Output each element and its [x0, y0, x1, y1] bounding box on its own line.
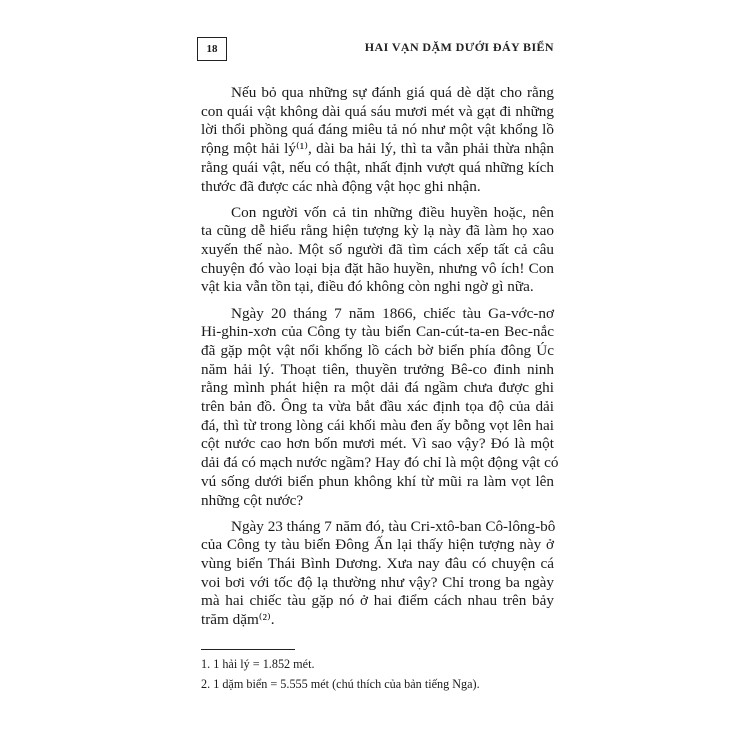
text-line: rộng một hải lý⁽¹⁾, dài ba hải lý, thì ta vẫn phải thừa nhận	[201, 140, 554, 158]
paragraph	[201, 84, 554, 196]
text-line: của Công ty tàu biển Đông Ấn lại thấy hiện tượng này ở	[201, 536, 554, 554]
text-line: rằng mình phát hiện ra một dải đá ngầm chưa được ghi	[201, 379, 554, 397]
footnote-divider	[201, 649, 295, 650]
text-line: đá, thì từ trong lòng cái khối màu đen ấy bỗng vọt lên hai	[201, 416, 554, 434]
footnote-2: 2. 1 dặm biển = 5.555 mét (chú thích của bản tiếng Nga).	[201, 677, 480, 691]
text-line: Hi-ghin-xơn của Công ty tàu biển Can-cút-ta-en Bec-nắc	[201, 323, 554, 341]
text-line: đã gặp một vật nổi khổng lồ cách bờ biển phía đông Úc	[201, 341, 554, 359]
text-line: chuyện đó vào loại bịa đặt hão huyền, nhưng vô ích! Con	[201, 259, 554, 277]
text-line: mà hai chiếc tàu gặp nó ở hai điểm cách nhau trên bảy	[201, 592, 554, 610]
text-line: xuyến thế nào. Một số người đã tìm cách xếp tất cả câu	[201, 241, 554, 259]
text-line: rằng quái vật, nếu có thật, nhất định vượt quá những kích	[201, 158, 554, 176]
paragraph	[201, 304, 559, 511]
paragraph	[201, 518, 554, 630]
text-line: trên bản đồ. Ông ta vừa bắt đầu xác định tọa độ của dải	[201, 398, 554, 416]
text-line: Con người vốn cả tin những điều huyền hoặc, nên	[231, 203, 554, 221]
text-line: vùng biển Thái Bình Dương. Xưa nay đâu có chuyện cá	[201, 555, 554, 573]
text-line: lời thổi phồng quá đáng miêu tả nó như một vật khổng lồ	[201, 121, 554, 139]
text-line: những cột nước?	[201, 491, 304, 509]
body-text	[201, 84, 559, 637]
text-line: voi bơi với tốc độ lạ thường như vậy? Chỉ trong ba ngày	[201, 573, 554, 591]
text-line: vú sống dưới biển phun không khí từ mũi ra làm vọt lên	[201, 472, 554, 490]
text-line: năm hải lý. Thoạt tiên, thuyền trưởng Bê-co đinh ninh	[201, 360, 554, 378]
text-line: trăm dặm⁽²⁾.	[201, 611, 275, 629]
text-line: con quái vật không dài quá sáu mươi mét và gạt đi những	[201, 102, 554, 120]
text-line: ta cũng dễ hiểu rằng hiện tượng kỳ lạ này đã làm họ xao	[201, 222, 554, 240]
text-line: thước đã được các nhà động vật học ghi nhận.	[201, 177, 481, 195]
footnote-1: 1. 1 hải lý = 1.852 mét.	[201, 657, 315, 671]
text-line: vật kia vẫn tồn tại, điều đó không còn nghi ngờ gì nữa.	[201, 278, 534, 296]
text-line: dải đá có mạch nước ngầm? Hay đó chỉ là một động vật có	[201, 454, 559, 472]
running-title: HAI VẠN DẶM DƯỚI ĐÁY BIỂN	[364, 40, 554, 54]
text-line: Ngày 23 tháng 7 năm đó, tàu Cri-xtô-ban Cô-lông-bô	[231, 517, 556, 535]
text-line: Ngày 20 tháng 7 năm 1866, chiếc tàu Ga-vớc-nơ	[231, 304, 554, 322]
footnotes	[201, 654, 480, 694]
paragraph	[201, 204, 554, 298]
page-number: 18	[197, 37, 227, 61]
text-line: Nếu bỏ qua những sự đánh giá quá dè dặt cho rằng	[231, 84, 554, 101]
text-line: cột nước cao hơn bốn mươi mét. Vì sao vậy? Đó là một	[201, 435, 554, 453]
